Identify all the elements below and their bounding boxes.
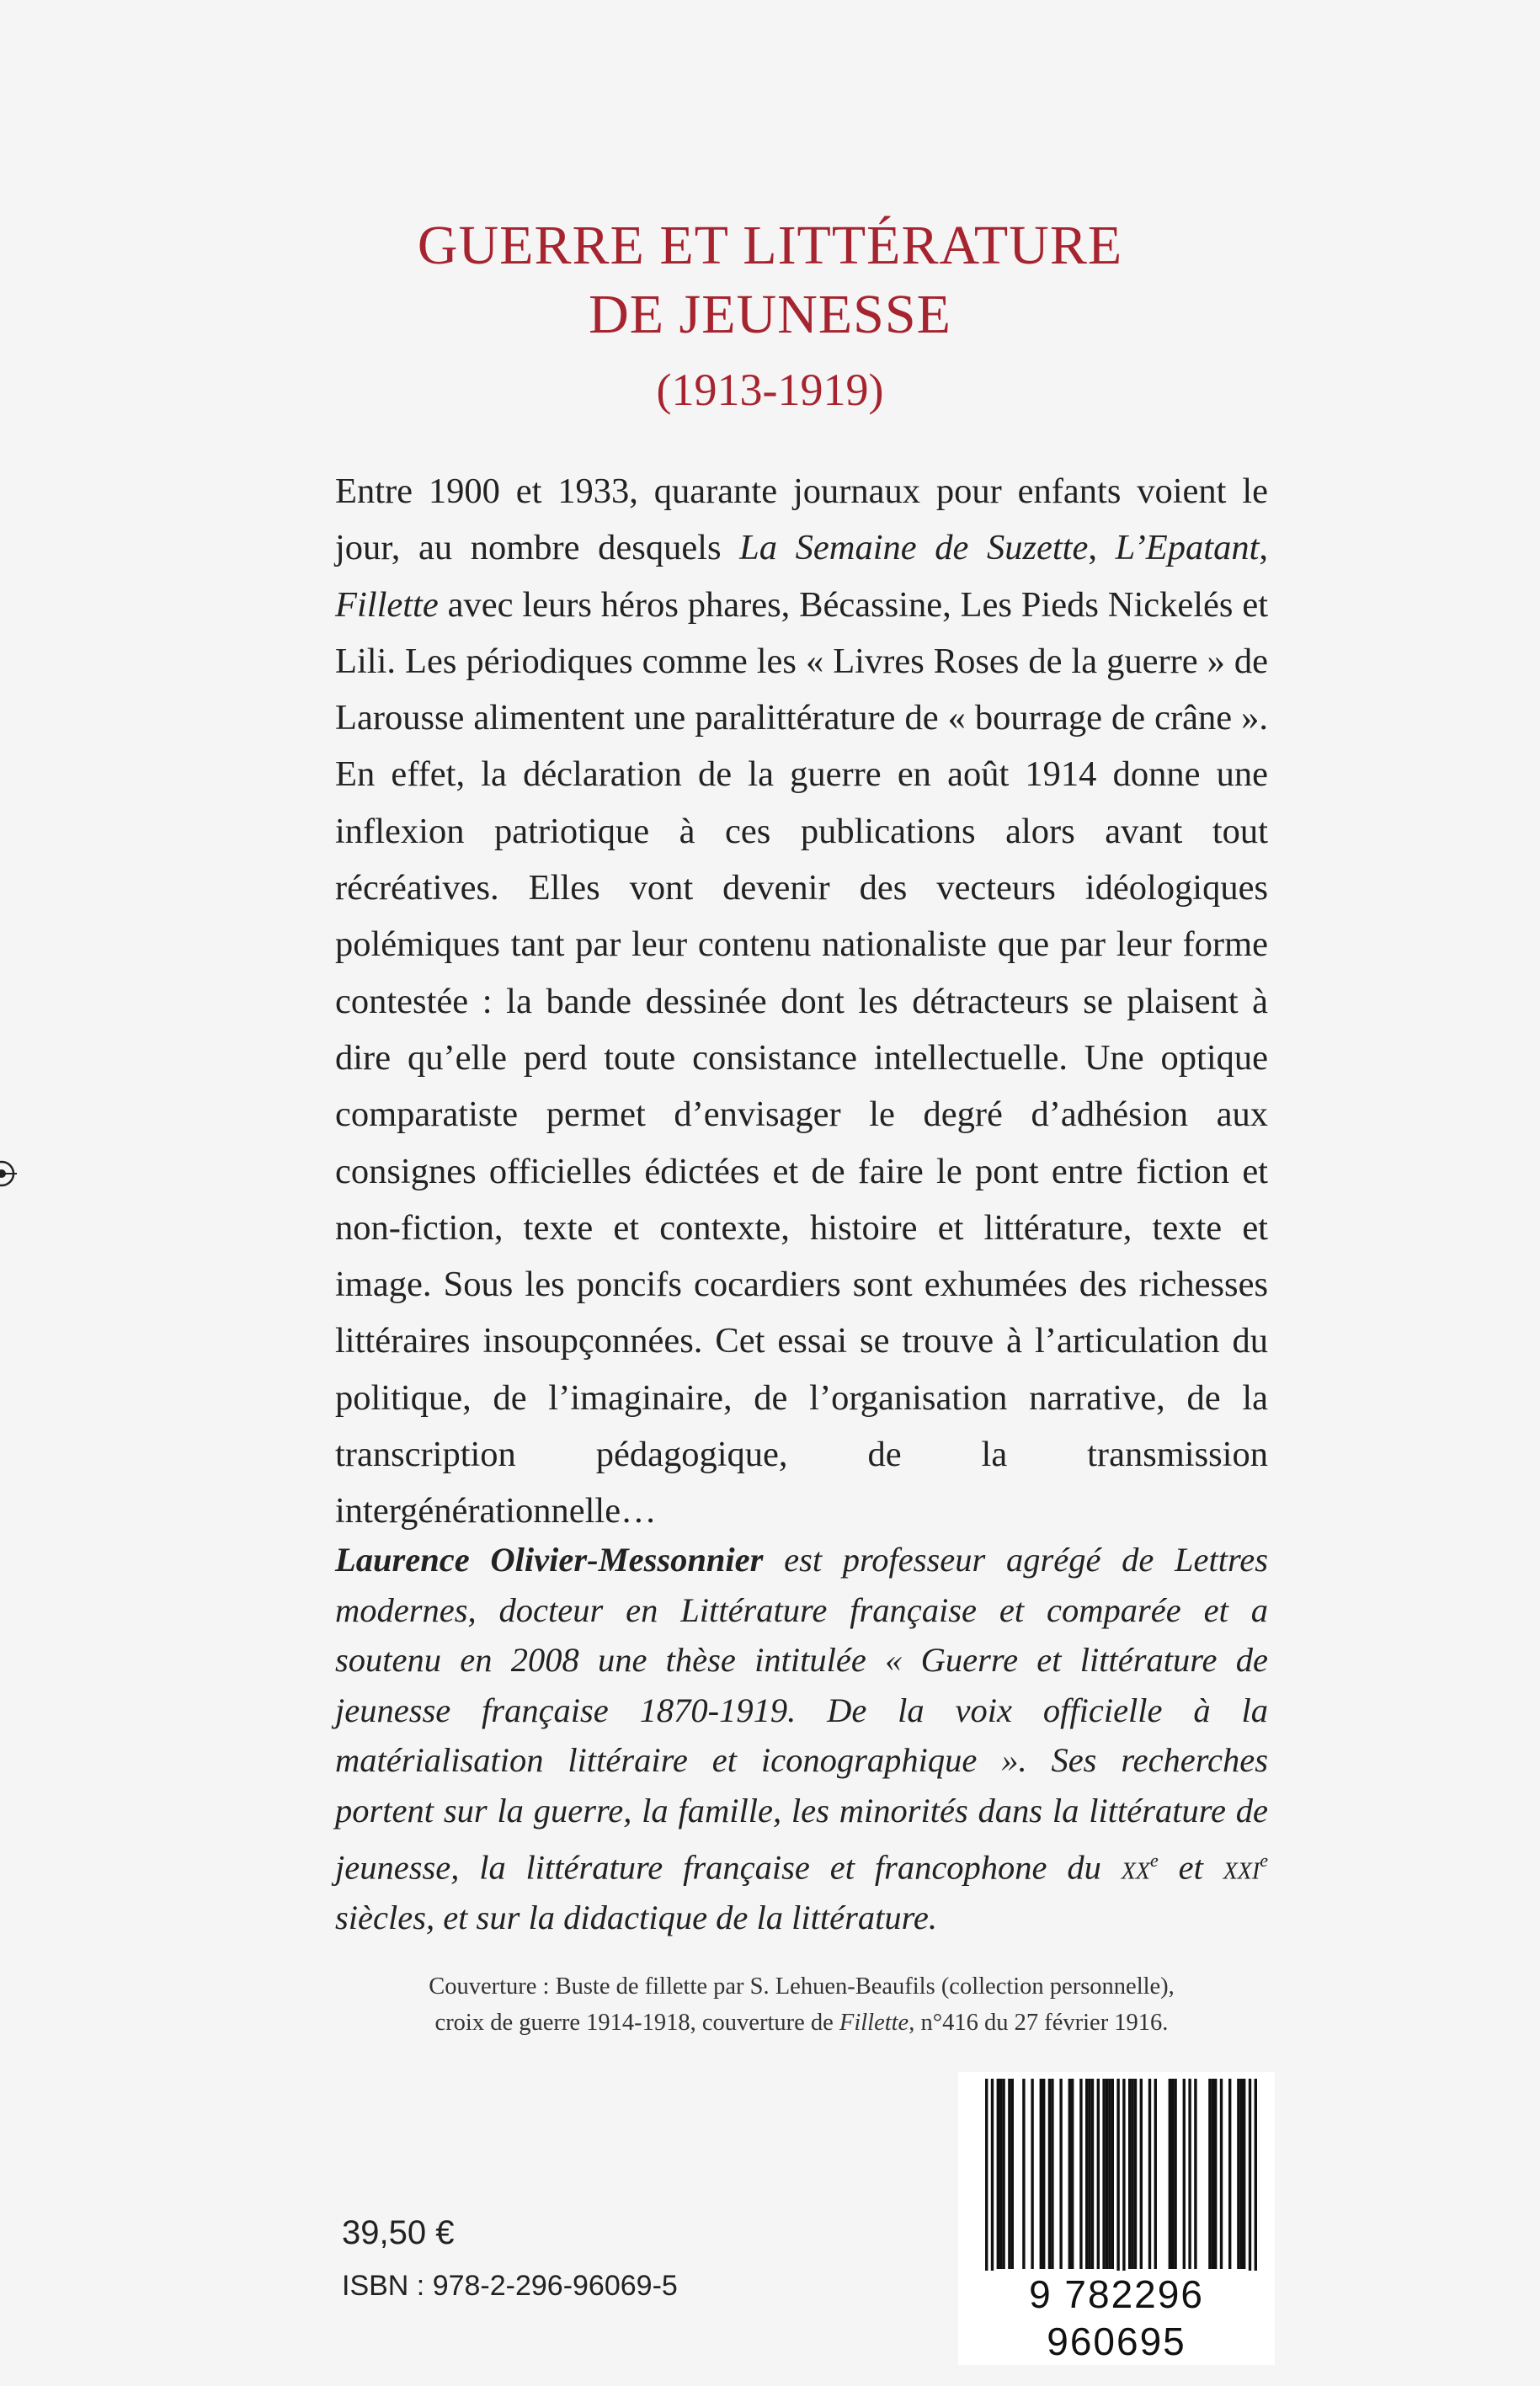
barcode-bar: [1134, 2079, 1137, 2269]
barcode-bar: [1243, 2079, 1245, 2269]
barcode-bar: [1040, 2079, 1042, 2269]
barcode-bar: [1079, 2079, 1082, 2269]
summary-title-fillette: Fillette: [335, 584, 439, 625]
barcode-bar: [1031, 2079, 1033, 2269]
cover-credit: [335, 1968, 1268, 2041]
summary-title-epatant: L’Epatant: [1115, 528, 1260, 568]
credit-line-2-a: croix de guerre 1914-1918, couverture de: [434, 2010, 839, 2036]
barcode-bar: [1188, 2079, 1191, 2269]
barcode-bar: [1091, 2079, 1094, 2269]
barcode-bar: [1059, 2079, 1062, 2269]
barcode: [958, 2072, 1275, 2363]
barcode-guard-bar: [985, 2079, 988, 2282]
credit-line-2-italic: Fillette: [839, 2010, 909, 2036]
credit-line-1: Couverture : Buste de fillette par S. Lehuen-Beaufils (collection personnelle),: [429, 1973, 1175, 2000]
barcode-bar: [1183, 2079, 1186, 2269]
century-xxi: xxi: [1223, 1848, 1260, 1887]
barcode-bar: [1002, 2079, 1004, 2269]
barcode-bar: [1022, 2079, 1025, 2269]
barcode-guard-bar: [1249, 2079, 1251, 2282]
registration-mark-icon: [0, 1157, 17, 1190]
summary-paragraph: [335, 463, 1268, 1540]
barcode-bar: [1011, 2079, 1014, 2269]
barcode-bar: [1220, 2079, 1223, 2269]
barcode-bar: [1131, 2079, 1133, 2269]
book-title-dates: (1913-1919): [656, 365, 884, 415]
barcode-digits: 9 782296 960695: [958, 2271, 1275, 2365]
barcode-bar: [1169, 2079, 1171, 2269]
barcode-bar: [997, 2079, 999, 2269]
barcode-bar: [1128, 2079, 1131, 2269]
barcode-bar: [1240, 2079, 1243, 2269]
summary-text-1: Entre 1900 et 1933, quarante journaux pour enfants voient le jour, au nombre desquels: [335, 471, 1268, 568]
barcode-bar: [1008, 2079, 1010, 2269]
barcode-guard-bar: [1116, 2079, 1119, 2282]
summary-text-2: avec leurs héros phares, Bécassine, Les Pieds Nickelés et Lili. Les périodiques comme les « Livres Roses de la guerre » de Larousse alimentent une paralittérature de « bourrage de crâne ». En effet, la déclaration de la guerre en août 1914 donne une inflexion patriotique à ces publications alors avant tout récréatives. Elles vont devenir des vecteurs idéologiques polémiques tant par leur contenu nationaliste que par leur forme contestée : la bande dessinée dont les détracteurs se plaisent à dire qu’elle perd toute consistance intellectuelle. Une optique comparatiste permet d’envisager le degré d’adhésion aux consignes officielles édictées et de faire le pont entre fiction et non-fiction, texte et contexte, histoire et littérature, texte et image. Sous les poncifs cocardiers sont exhumées des richesses littéraires insoupçonnées. Cet essai se trouve à l’articulation du politique, de l’imaginaire, de l’organisation narrative, de la transcription pédagogique, de la transmission intergénérationnelle…: [335, 584, 1268, 1531]
barcode-bar: [1071, 2079, 1074, 2269]
barcode-bar: [1088, 2079, 1090, 2269]
barcode-bar: [999, 2079, 1002, 2269]
barcode-guard-bar: [991, 2079, 994, 2282]
barcode-bar: [1208, 2079, 1211, 2269]
barcode-bar: [1237, 2079, 1239, 2269]
barcode-bar: [1048, 2079, 1051, 2269]
book-title-line-2: DE JEUNESSE: [589, 284, 951, 345]
century-xxi-sup: e: [1260, 1850, 1268, 1871]
barcode-bar: [1111, 2079, 1114, 2269]
author-name: Laurence Olivier-Messonnier: [335, 1541, 764, 1579]
bio-text-2: siècles, et sur la didactique de la littérature.: [335, 1899, 937, 1936]
barcode-bar: [1042, 2079, 1045, 2269]
century-xx: xx: [1121, 1848, 1150, 1887]
summary-title-semaine: La Semaine de Suzette: [739, 528, 1089, 568]
isbn: ISBN : 978-2-296-96069-5: [342, 2270, 678, 2302]
author-bio: [335, 1535, 1268, 1943]
credit-line-2-b: , n°416 du 27 février 1916.: [909, 2010, 1169, 2036]
barcode-bar: [1194, 2079, 1196, 2269]
barcode-bar: [1140, 2079, 1143, 2269]
century-xx-sup: e: [1149, 1850, 1159, 1871]
price: 39,50 €: [342, 2214, 455, 2251]
barcode-bar: [1102, 2079, 1105, 2269]
barcode-bar: [1228, 2079, 1231, 2269]
barcode-bar: [1171, 2079, 1174, 2269]
barcode-bar: [1106, 2079, 1108, 2269]
bio-text-1: est professeur agrégé de Lettres modernes, docteur en Littérature française et comparée et a soutenu en 2008 une thèse intitulée « Guerre et littérature de jeunesse française 1870-1919. De la voix officielle à la matérialisation littéraire et iconographique ». Ses recherches portent sur la guerre, la famille, les minorités dans la littérature de jeunesse, la littérature française et francophone du: [335, 1541, 1269, 1887]
barcode-bar: [1214, 2079, 1217, 2269]
credit-line-2: [335, 2005, 1268, 2041]
barcode-bar: [1174, 2079, 1176, 2269]
barcode-guard-bar: [1255, 2079, 1257, 2282]
barcode-bar: [1148, 2079, 1151, 2269]
barcode-bar: [1154, 2079, 1157, 2269]
bio-mid: et: [1158, 1848, 1223, 1887]
summary-sep: ,: [1259, 528, 1269, 568]
summary-sep: ,: [1088, 528, 1116, 568]
book-title-line-1: GUERRE ET LITTÉRATURE: [417, 215, 1123, 276]
barcode-bar: [1212, 2079, 1214, 2269]
barcode-bars: [958, 2072, 1275, 2282]
barcode-bar: [1097, 2079, 1100, 2269]
barcode-guard-bar: [1122, 2079, 1125, 2282]
barcode-bar: [1051, 2079, 1053, 2269]
barcode-bar: [1108, 2079, 1111, 2269]
barcode-bar: [1068, 2079, 1071, 2269]
barcode-bar: [1085, 2079, 1088, 2269]
